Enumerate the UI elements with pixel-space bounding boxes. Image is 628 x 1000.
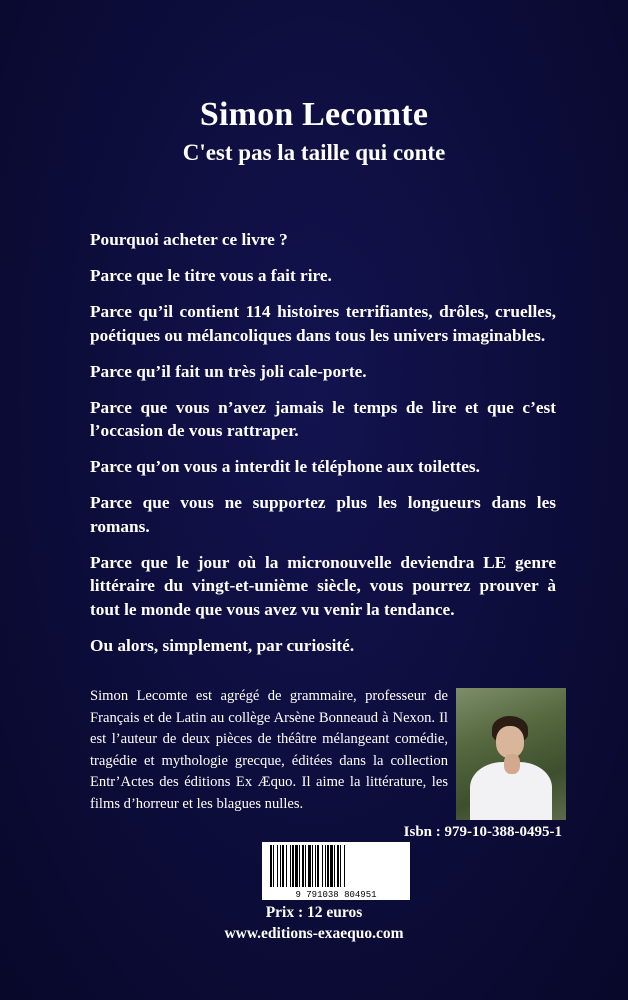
author-bio: Simon Lecomte est agrégé de grammaire, professeur de Français et de Latin au collège Arsène Bonneaud à Nexon. Il est l’auteur de deux pièces de théâtre mélangeant comédie, tragédie et mythologie grecque, éditées dans la collection Entr’Actes des éditions Ex Æquo. Il aime la littérature, les films d’horreur et les blagues nulles.: [90, 688, 448, 812]
barcode-bar: [292, 845, 294, 887]
barcode-bar: [312, 845, 313, 887]
barcode: [262, 842, 410, 900]
barcode-bar: [282, 845, 284, 887]
barcode-bar: [308, 845, 311, 887]
barcode-digits: 9 791038 804951: [295, 890, 377, 900]
blurb-paragraph: Parce que vous ne supportez plus les longueurs dans les romans.: [90, 493, 556, 536]
barcode-bar: [330, 845, 333, 887]
barcode-bar: [295, 845, 298, 887]
isbn-number: Isbn : 979-10-388-0495-1: [403, 824, 562, 840]
barcode-bar: [277, 845, 278, 887]
blurb-paragraph: Parce que le jour où la micronouvelle deviendra LE genre littéraire du vingt-et-unième siècle, vous pourrez prouver à tout le monde que vous avez vu venir la tendance.: [90, 552, 556, 619]
barcode-bar: [273, 845, 274, 887]
author-name: Simon Lecomte: [199, 96, 429, 133]
barcode-graphic: [262, 842, 410, 900]
author-photo: [456, 688, 566, 820]
barcode-bar: [344, 845, 345, 887]
blurb-paragraph: Ou alors, simplement, par curiosité.: [90, 635, 355, 655]
barcode-bar: [270, 845, 272, 887]
barcode-bar: [305, 845, 306, 887]
price: Prix : 12 euros: [265, 904, 363, 921]
barcode-bar: [315, 845, 316, 887]
publisher-website[interactable]: www.editions-exaequo.com: [224, 925, 404, 942]
blurb-text: [90, 228, 556, 670]
barcode-bar: [325, 845, 326, 887]
barcode-bar: [340, 845, 341, 887]
barcode-bar: [302, 845, 304, 887]
book-title: C'est pas la taille qui conte: [182, 140, 446, 165]
barcode-bar: [280, 845, 281, 887]
photo-hand: [504, 754, 520, 774]
barcode-bar: [286, 845, 287, 887]
blurb-paragraph: Parce que vous n’avez jamais le temps de lire et que c’est l’occasion de vous rattraper.: [90, 397, 556, 440]
blurb-paragraph: Parce que le titre vous a fait rire.: [90, 266, 332, 285]
barcode-bar: [334, 845, 335, 887]
blurb-paragraph: Parce qu’il contient 114 histoires terrifiantes, drôles, cruelles, poétiques ou mélancoliques dans tous les univers imaginables.: [90, 302, 556, 345]
barcode-bar: [322, 845, 323, 887]
barcode-bar: [317, 845, 319, 887]
blurb-paragraph: Parce qu’il fait un très joli cale-porte.: [90, 361, 367, 381]
blurb-paragraph: Pourquoi acheter ce livre ?: [90, 230, 288, 249]
barcode-bar: [337, 845, 339, 887]
barcode-bar: [327, 845, 329, 887]
blurb-paragraph: Parce qu’on vous a interdit le téléphone aux toilettes.: [90, 457, 480, 476]
barcode-bar: [290, 845, 291, 887]
barcode-bar: [299, 845, 300, 887]
